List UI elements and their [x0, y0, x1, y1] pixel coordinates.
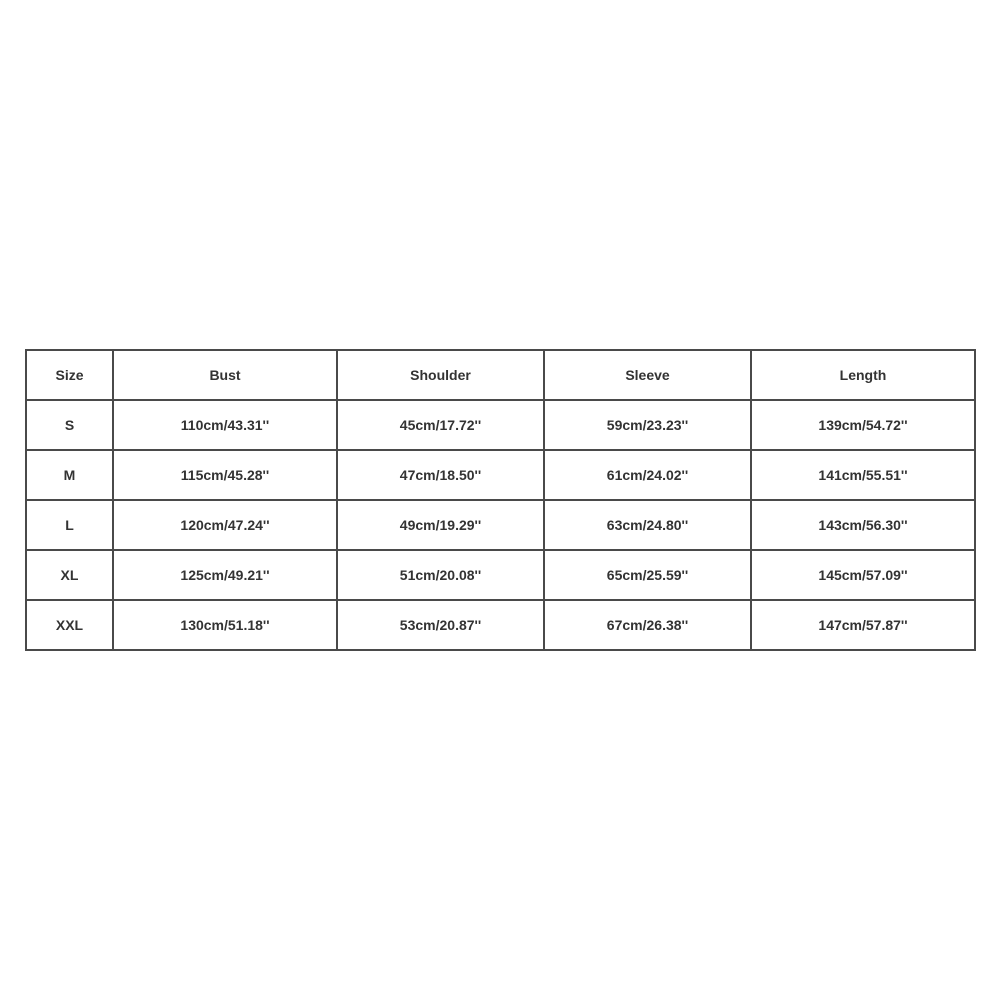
- table-row: [26, 550, 975, 600]
- cell-sleeve: 61cm/24.02'': [544, 450, 751, 500]
- cell-shoulder: 53cm/20.87'': [337, 600, 544, 650]
- table-row: [26, 500, 975, 550]
- cell-length: 139cm/54.72'': [751, 400, 975, 450]
- cell-size: L: [26, 500, 113, 550]
- cell-shoulder: 51cm/20.08'': [337, 550, 544, 600]
- header-shoulder: Shoulder: [337, 350, 544, 400]
- table-header-row: [26, 350, 975, 400]
- cell-bust: 120cm/47.24'': [113, 500, 337, 550]
- table-row: [26, 400, 975, 450]
- cell-size: XL: [26, 550, 113, 600]
- table-row: [26, 600, 975, 650]
- header-bust: Bust: [113, 350, 337, 400]
- cell-size: S: [26, 400, 113, 450]
- size-chart-table: [25, 349, 976, 651]
- cell-length: 145cm/57.09'': [751, 550, 975, 600]
- header-size: Size: [26, 350, 113, 400]
- header-sleeve: Sleeve: [544, 350, 751, 400]
- cell-bust: 130cm/51.18'': [113, 600, 337, 650]
- cell-shoulder: 45cm/17.72'': [337, 400, 544, 450]
- header-length: Length: [751, 350, 975, 400]
- cell-bust: 110cm/43.31'': [113, 400, 337, 450]
- table-row: [26, 450, 975, 500]
- cell-length: 143cm/56.30'': [751, 500, 975, 550]
- cell-length: 141cm/55.51'': [751, 450, 975, 500]
- cell-shoulder: 49cm/19.29'': [337, 500, 544, 550]
- cell-sleeve: 63cm/24.80'': [544, 500, 751, 550]
- cell-bust: 115cm/45.28'': [113, 450, 337, 500]
- cell-length: 147cm/57.87'': [751, 600, 975, 650]
- cell-shoulder: 47cm/18.50'': [337, 450, 544, 500]
- cell-sleeve: 59cm/23.23'': [544, 400, 751, 450]
- cell-sleeve: 67cm/26.38'': [544, 600, 751, 650]
- cell-size: XXL: [26, 600, 113, 650]
- cell-size: M: [26, 450, 113, 500]
- cell-bust: 125cm/49.21'': [113, 550, 337, 600]
- cell-sleeve: 65cm/25.59'': [544, 550, 751, 600]
